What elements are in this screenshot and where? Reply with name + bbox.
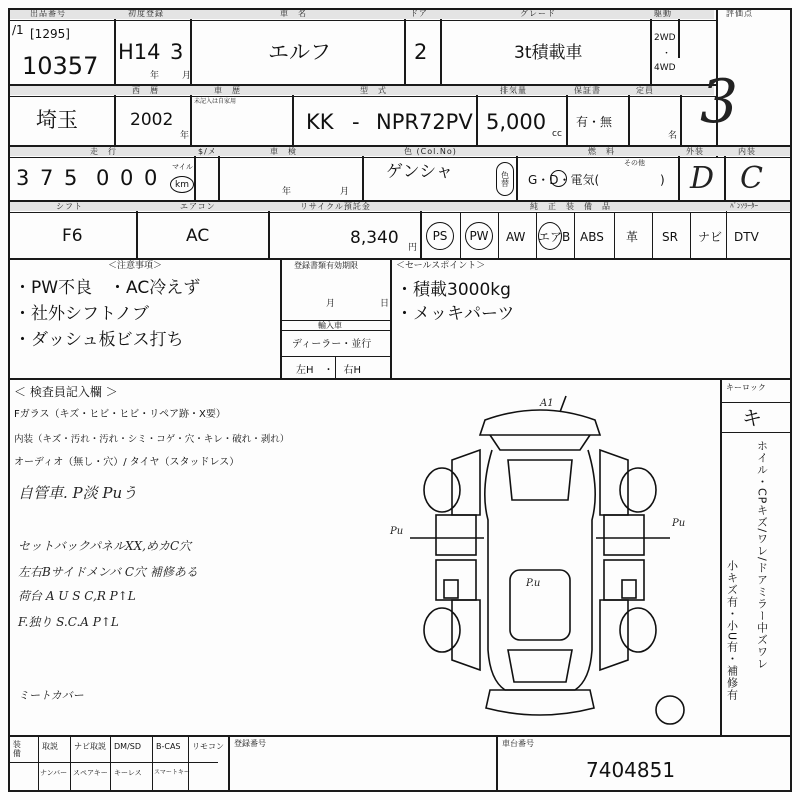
side-note: 小キズ有・小U有・補修有 — [725, 560, 739, 702]
drive-4wd: 4WD — [654, 63, 676, 73]
accessory-item: スマートキー — [154, 769, 190, 776]
yen-unit: 円 — [408, 243, 418, 253]
first-reg-era: H14 — [118, 40, 161, 64]
equip-airbag: エアB — [538, 230, 571, 244]
handwritten-note: 左右Bサイドメンバ C穴 補修ある — [18, 565, 198, 579]
equip-ps: PS — [426, 222, 454, 250]
meter-label: $/メ — [198, 147, 217, 156]
shift-label: シフト — [56, 202, 83, 211]
mileage-label: 走 行 — [90, 147, 117, 156]
displacement: 5,000 — [486, 110, 547, 134]
equip-aw: AW — [506, 230, 526, 244]
door-count: 2 — [414, 40, 428, 64]
model-kk: KK — [306, 110, 334, 134]
mileage-digit: 3 — [16, 166, 30, 190]
diagram-mark-a1: A1 — [540, 398, 554, 409]
history-label: 車 歴 — [214, 86, 241, 95]
handwritten-note: 荷台 A U S C,R P↑L — [18, 589, 136, 603]
equip-abs: ABS — [580, 230, 604, 244]
inspector-interior: 内装（キズ・汚れ・汚れ・シミ・コゲ・穴・キレ・破れ・剥れ） — [14, 434, 290, 445]
month-mark: 月 — [182, 71, 192, 81]
mileage-digit: 7 — [40, 166, 54, 190]
recycle-label: リサイクル預託金 — [300, 202, 371, 211]
keylock-label: キーロック — [726, 383, 766, 392]
equipment-label: 純 正 装 備 品 — [530, 202, 611, 211]
cc-unit: cc — [552, 129, 562, 139]
car-damage-diagram — [380, 390, 710, 730]
warranty-label: 保証書 — [574, 86, 601, 95]
western-label: 西 暦 — [132, 86, 159, 95]
drive-label: 駆動 — [654, 9, 672, 18]
lot-sub-number: [1295] — [30, 27, 70, 41]
diagram-mark-left: Pu — [390, 526, 404, 537]
keylock-value: キ — [742, 406, 762, 430]
equip-pw: PW — [465, 222, 493, 250]
accessory-item: スペアキー — [73, 769, 108, 777]
equip-dtv: DTV — [734, 230, 759, 244]
first-reg-label: 初度登録 — [128, 9, 164, 18]
warranty-value: 有・無 — [576, 115, 613, 129]
accessory-item: DM/SD — [114, 742, 141, 751]
import-label: 輸入車 — [318, 321, 342, 330]
note-line: ・PW不良 ・AC冷えず — [14, 278, 201, 298]
import-dealer: ディーラー・並行 — [292, 339, 372, 350]
side-note: ホイル・CPキズ/ワレ/ドアミラー中ズワレ — [755, 440, 769, 670]
drive-2wd: 2WD — [654, 33, 676, 43]
inspector-audio: オーディオ（無し・穴）/ タイヤ（スタッドレス） — [14, 457, 240, 468]
displacement-label: 排気量 — [500, 86, 527, 95]
fuel-other: その他 — [624, 159, 645, 167]
mileage-digit: 0 — [96, 166, 110, 190]
diagram-mark-center: P.u — [526, 578, 541, 589]
diagram-mark-right: Pu — [672, 518, 686, 529]
chassis-label: 車台番号 — [502, 739, 534, 748]
grade-label: グレード — [520, 9, 556, 18]
capacity-unit: 名 — [668, 131, 678, 141]
fuel-close: ) — [660, 173, 665, 187]
location: 埼玉 — [36, 108, 78, 132]
note-line: ・社外シフトノブ — [14, 304, 149, 324]
accessory-item: リモコン — [192, 742, 224, 751]
color-label: 色 (Col.No) — [404, 147, 457, 156]
door-label: ドア — [410, 9, 428, 18]
first-reg-month: 3 — [170, 40, 184, 64]
handwritten-note: 自管車. P淡 Puう — [18, 484, 138, 502]
capacity-label: 定員 — [636, 86, 654, 95]
regdoc-month: 月 — [326, 299, 336, 309]
equip-sr: SR — [662, 230, 678, 244]
mile-unit: マイル — [172, 163, 193, 171]
lot-label: 出品番号 — [30, 9, 66, 18]
notes-label: ＜注意事項＞ — [108, 261, 163, 271]
score-value: 3 — [700, 67, 739, 137]
regdoc-label: 登録書類有効期限 — [294, 261, 358, 270]
car-name: エルフ — [268, 40, 331, 64]
km-unit: km — [170, 176, 194, 193]
security-label: ﾊﾞﾝｿﾗｰﾀｰ — [730, 202, 758, 210]
note-line: ・ダッシュ板ビス打ち — [14, 330, 184, 350]
accessory-item: 取説 — [42, 742, 58, 751]
accessory-item: キーレス — [114, 769, 142, 777]
sales-label: ＜セールスポイント＞ — [396, 261, 486, 271]
inspection-month-mark: 月 — [340, 187, 350, 197]
drive-separator: ・ — [662, 49, 672, 59]
mileage-digit: 0 — [144, 166, 158, 190]
fuel-options: G・D・電気( — [528, 173, 600, 187]
accessories-label: 装備 — [12, 740, 22, 758]
model-label: 型 式 — [360, 86, 387, 95]
accessory-item: B-CAS — [156, 742, 181, 751]
color-value: ゲンシャ — [386, 162, 453, 182]
regdoc-day: 日 — [380, 299, 390, 309]
accessory-item: ナンバー — [40, 769, 68, 777]
mileage-digit: 0 — [120, 166, 134, 190]
color-change-mark: 色替 — [496, 162, 514, 196]
score-label: 評価点 — [726, 9, 753, 18]
aircon-value: AC — [186, 226, 210, 246]
aircon-label: エアコン — [180, 202, 216, 211]
ext-label: 外装 — [686, 147, 704, 156]
inspection-label: 車 検 — [270, 147, 297, 156]
handwritten-note: F.独り S.C.A P↑L — [18, 615, 119, 629]
fuel-label: 燃 料 — [588, 147, 615, 156]
shift-value: F6 — [62, 226, 83, 246]
western-year: 2002 — [130, 110, 174, 130]
handwritten-note: ミートカバー — [18, 689, 84, 702]
equip-airbag-circle — [538, 222, 562, 250]
western-year-mark: 年 — [180, 131, 190, 141]
int-label: 内装 — [738, 147, 756, 156]
sales-point: ・積載3000kg — [396, 280, 511, 300]
inspection-year-mark: 年 — [282, 187, 292, 197]
model-dash: - — [352, 110, 360, 134]
history-note: 未記入は自家用 — [194, 98, 237, 105]
exterior-grade: D — [690, 161, 715, 196]
year-mark: 年 — [150, 71, 160, 81]
inspector-glass: Fガラス（キズ・ヒビ・ヒビ・リペア跡・X要） — [14, 409, 226, 420]
equip-leather: 革 — [626, 230, 639, 244]
accessory-item: ナビ取説 — [74, 742, 106, 751]
fuel-d-circle — [550, 170, 567, 187]
equip-navi: ナビ — [698, 230, 723, 244]
handwritten-note: セットバックパネルXX,めカC穴 — [18, 539, 192, 553]
inspector-label: ＜ 検査員記入欄 ＞ — [14, 385, 118, 399]
recycle-fee: 8,340 — [350, 228, 399, 248]
import-side: 左H ・ 右H — [296, 365, 362, 376]
regno-label: 登録番号 — [234, 739, 266, 748]
sales-point: ・メッキパーツ — [396, 304, 515, 324]
lot-prefix: /1 — [12, 23, 24, 37]
lot-number: 10357 — [22, 52, 99, 80]
chassis-number: 7404851 — [586, 758, 676, 782]
grade-value: 3t積載車 — [514, 43, 583, 63]
model-code: NPR72PV — [376, 110, 473, 134]
mileage-digit: 5 — [64, 166, 78, 190]
interior-grade: C — [740, 161, 763, 196]
car-name-label: 車 名 — [280, 9, 307, 18]
